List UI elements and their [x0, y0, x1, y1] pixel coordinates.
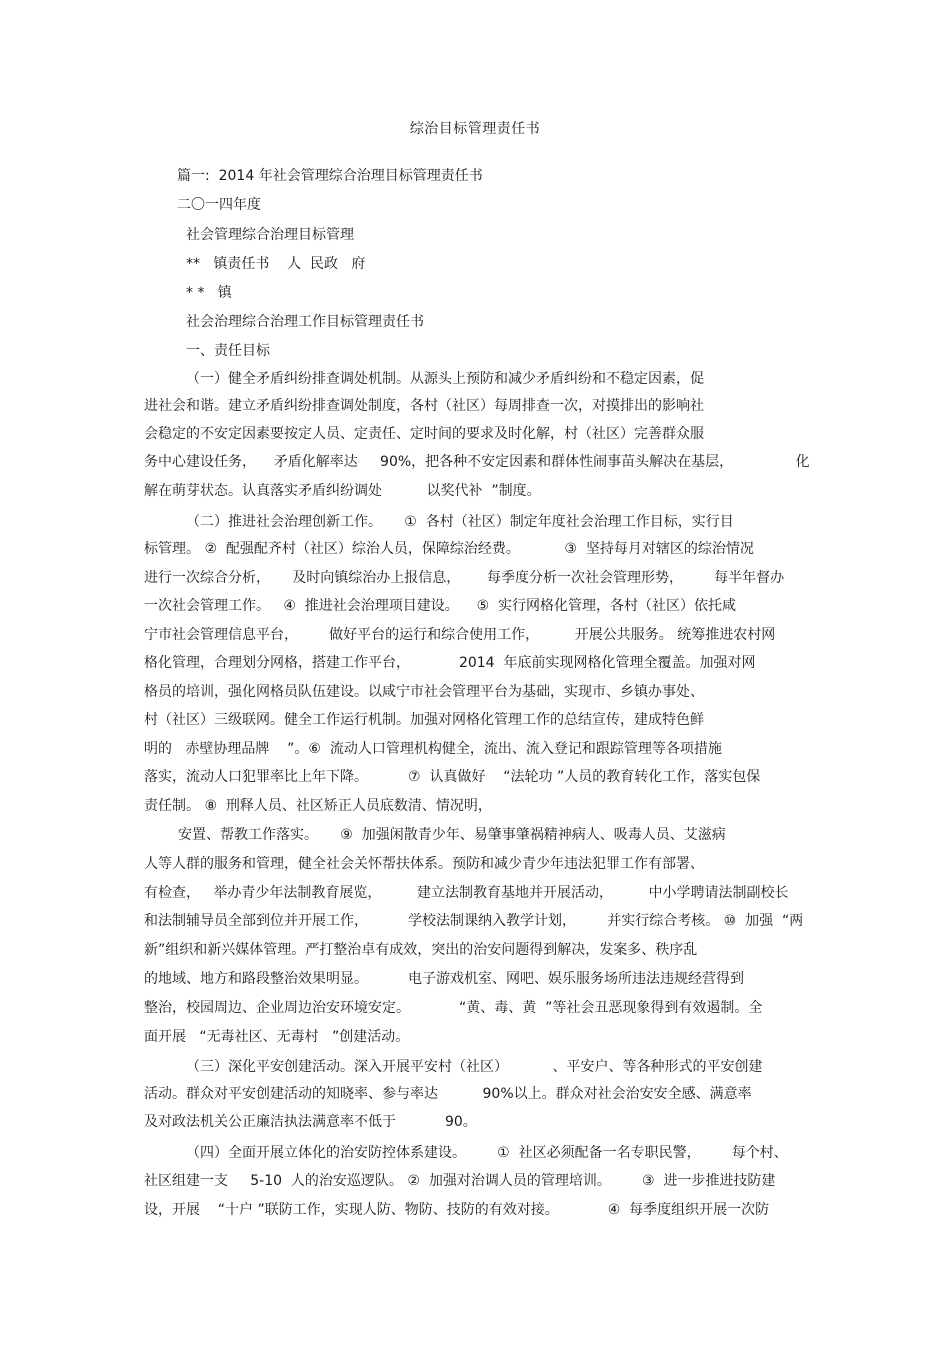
text-line: 整治，校园周边、企业周边治安环境安定。 “黄、毒、黄 ”等社会丑恶现象得到有效遏制。全: [144, 1000, 763, 1016]
text-line: 进社会和谐。建立矛盾纠纷排查调处制度，各村（社区）每周排查一次，对摸排出的影响社: [144, 398, 704, 414]
text-line: 责任制。 ⑧ 刑释人员、社区矫正人员底数清、情况明，: [144, 798, 492, 814]
text-line: 落实，流动人口犯罪率比上年下降。 ⑦ 认真做好 “法轮功 ”人员的教育转化工作，落实包保: [144, 769, 761, 785]
text-line: 明的 赤壁协理品牌 ”。⑥ 流动人口管理机构健全，流出、流入登记和跟踪管理等各项措施: [144, 741, 722, 757]
text-line: 进行一次综合分析， 及时向镇综治办上报信息， 每季度分析一次社会管理形势， 每半年督办: [144, 570, 785, 586]
text-line: 有检查， 举办青少年法制教育展览， 建立法制教育基地并开展活动， 中小学聘请法制副校长: [144, 885, 789, 901]
text-line: 格化管理，合理划分网格，搭建工作平台， 2014 年底前实现网格化管理全覆盖。加强对网: [144, 655, 756, 671]
text-line: 解在萌芽状态。认真落实矛盾纠纷调处 以奖代补 ”制度。: [144, 483, 541, 499]
text-line: 一次社会管理工作。 ④ 推进社会治理项目建设。 ⑤ 实行网格化管理，各村（社区）依托咸: [144, 598, 737, 614]
text-line: 务中心建设任务， 矛盾化解率达 90%，把各种不安定因素和群体性闹事苗头解决在基层， 化: [144, 454, 810, 470]
text-line: 的地域、地方和路段整治效果明显。 电子游戏机室、网吧、娱乐服务场所违法违规经营得到: [144, 971, 745, 987]
text-line: 社会管理综合治理目标管理: [186, 227, 354, 243]
text-line: * * 镇: [186, 285, 232, 301]
text-line: 设，开展 “十户 ”联防工作，实现人防、物防、技防的有效对接。 ④ 每季度组织开展一次防: [144, 1202, 770, 1218]
text-line: 新”组织和新兴媒体管理。严打整治卓有成效，突出的治安问题得到解决，发案多、秩序乱: [144, 942, 698, 958]
text-line: 人等人群的服务和管理，健全社会关怀帮扶体系。预防和减少青少年违法犯罪工作有部署、: [144, 856, 704, 872]
text-line: 宁市社会管理信息平台， 做好平台的运行和综合使用工作， 开展公共服务。 统筹推进农村网: [144, 627, 776, 643]
text-line: （四）全面开展立体化的治安防控体系建设。 ① 社区必须配备一名专职民警， 每个村、: [186, 1145, 788, 1161]
text-line: 安置、帮教工作落实。 ⑨ 加强闲散青少年、易肇事肇祸精神病人、吸毒人员、艾滋病: [178, 827, 726, 843]
text-line: 活动。群众对平安创建活动的知晓率、参与率达 90%以上。群众对社会治安安全感、满意率: [144, 1086, 752, 1102]
text-line: 标管理。 ② 配强配齐村（社区）综治人员，保障综治经费。 ③ 坚持每月对辖区的综治情况: [144, 541, 754, 557]
text-line: （二）推进社会治理创新工作。 ① 各村（社区）制定年度社会治理工作目标，实行目: [186, 514, 734, 530]
text-line: 会稳定的不安定因素要按定人员、定责任、定时间的要求及时化解，村（社区）完善群众服: [144, 426, 704, 442]
text-line: （一）健全矛盾纠纷排查调处机制。从源头上预防和减少矛盾纠纷和不稳定因素，促: [186, 371, 704, 387]
text-line: 面开展 “无毒社区、无毒村 ”创建活动。: [144, 1029, 410, 1045]
text-line: （三）深化平安创建活动。深入开展平安村（社区） 、平安户、等各种形式的平安创建: [186, 1059, 763, 1075]
text-line: 社会治理综合治理工作目标管理责任书: [186, 314, 424, 330]
section-heading: 一、责任目标: [186, 343, 270, 359]
text-line: 村（社区）三级联网。健全工作运行机制。加强对网格化管理工作的总结宣传，建成特色鲜: [144, 712, 704, 728]
text-line: 及对政法机关公正廉洁执法满意率不低于 90。: [144, 1114, 477, 1130]
text-line: ** 镇责任书 人 民政 府: [186, 256, 366, 272]
text-line: 格员的培训，强化网格员队伍建设。以咸宁市社会管理平台为基础，实现市、乡镇办事处、: [144, 684, 704, 700]
text-line: 篇一: 2014 年社会管理综合治理目标管理责任书: [177, 168, 483, 184]
document-title: 综治目标管理责任书: [409, 121, 541, 137]
text-line: 社区组建一支 5-10 人的治安巡逻队。 ② 加强对治调人员的管理培训。 ③ 进一步推进技防建: [144, 1173, 776, 1189]
text-line: 二〇一四年度: [177, 197, 261, 213]
text-line: 和法制辅导员全部到位并开展工作， 学校法制课纳入教学计划， 并实行综合考核。 ⑩ 加强 “两: [144, 913, 804, 929]
